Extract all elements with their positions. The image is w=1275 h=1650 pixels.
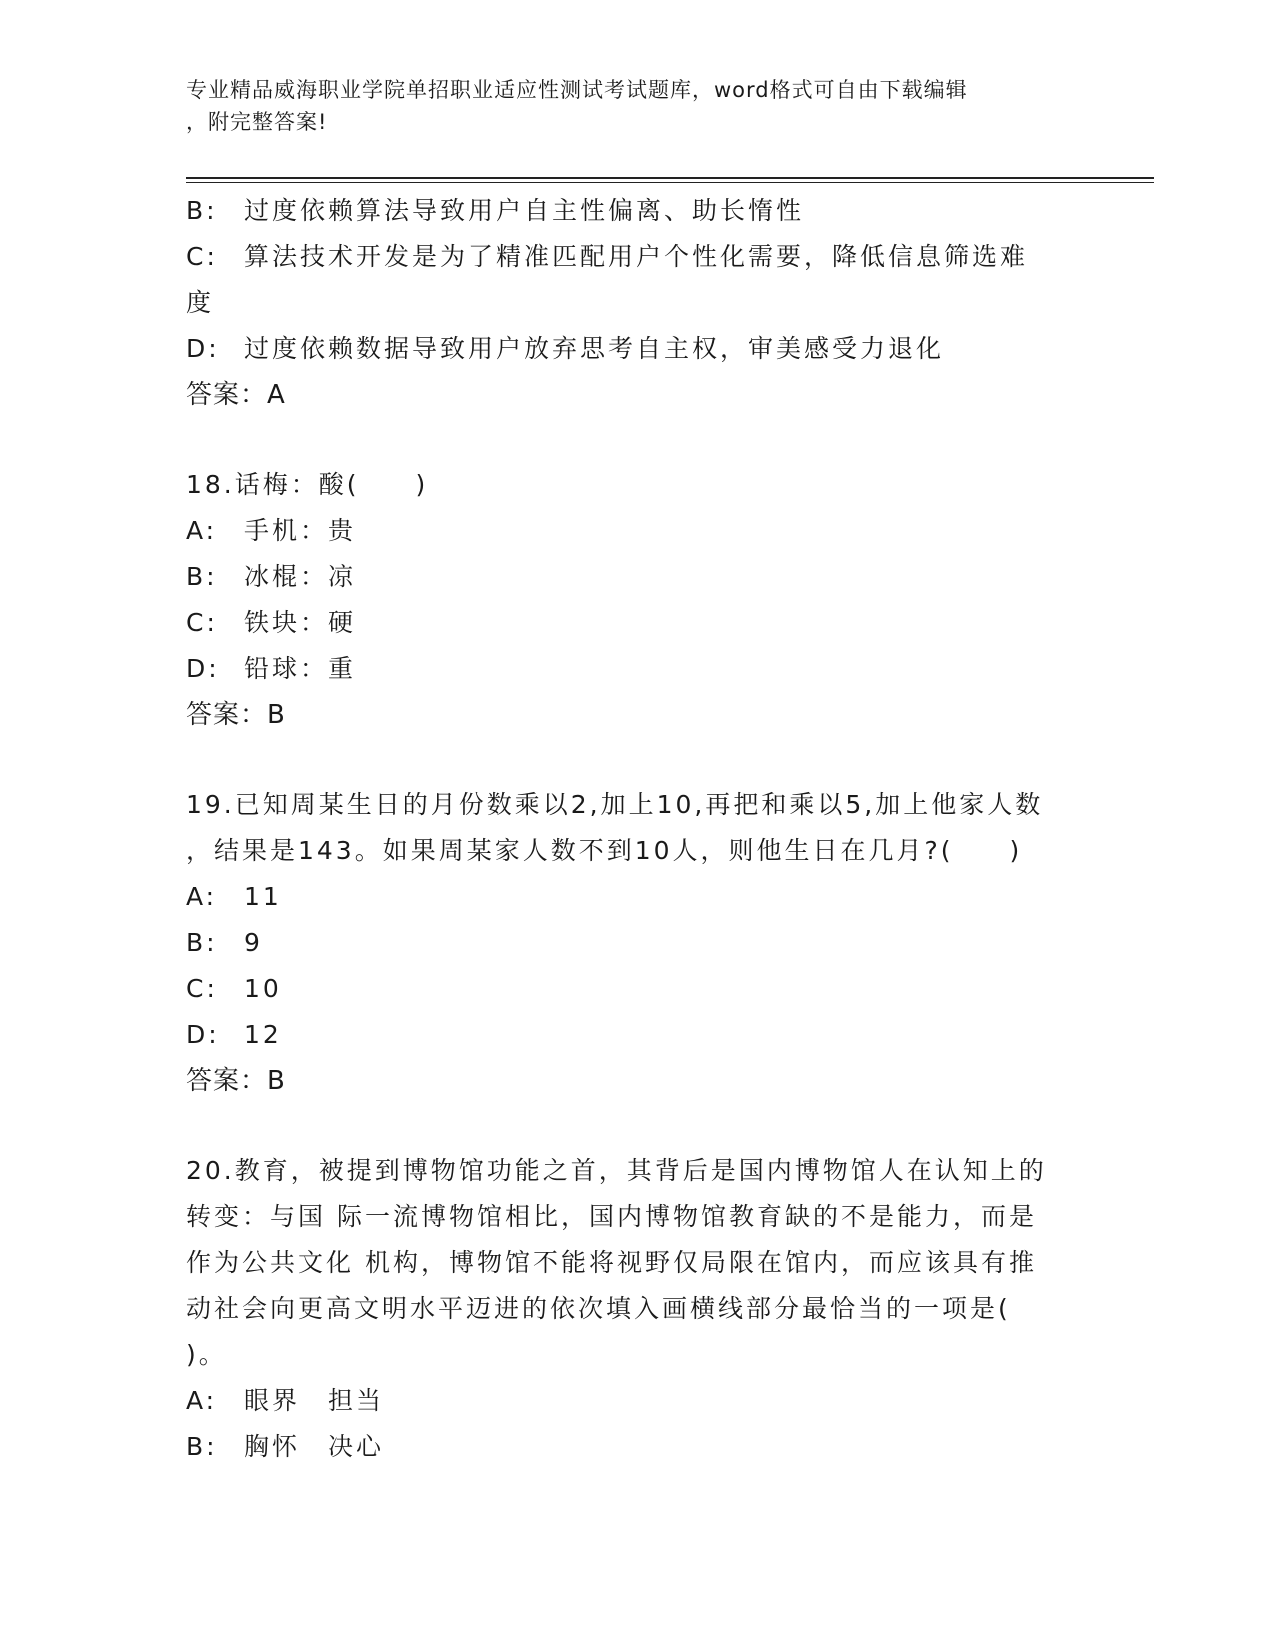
- answer-line: 答案：B: [186, 1066, 286, 1096]
- option-text: 冰棍：凉: [244, 562, 357, 591]
- question-stem-line-2: 转变：与国 际一流博物馆相比，国内博物馆教育缺的不是能力，而是: [186, 1202, 1037, 1231]
- option-text: 手机：贵: [244, 516, 357, 545]
- option-text: 胸怀 决心: [244, 1432, 385, 1461]
- option-c-continuation: 度: [186, 288, 215, 317]
- option-c: [186, 966, 1086, 1012]
- option-key: B:: [186, 562, 218, 591]
- option-d: [186, 326, 1086, 372]
- option-key: B:: [186, 196, 218, 225]
- option-text: 12: [244, 1020, 282, 1049]
- question-stem-line-1: 19.已知周某生日的月份数乘以2,加上10,再把和乘以5,加上他家人数: [186, 790, 1044, 819]
- question-stem-line-2: ，结果是143。如果周某家人数不到10人，则他生日在几月?( ): [186, 836, 1023, 865]
- header-line-2: ，附完整答案!: [186, 110, 328, 134]
- prev-question: [186, 188, 1086, 418]
- option-text: 9: [244, 928, 263, 957]
- option-d: [186, 1012, 1086, 1058]
- option-key: B:: [186, 928, 218, 957]
- option-text: 算法技术开发是为了精准匹配用户个性化需要，降低信息筛选难: [244, 242, 1029, 271]
- question-20: [186, 1148, 1086, 1470]
- option-c: [186, 600, 1086, 646]
- option-key: A:: [186, 516, 218, 545]
- option-a: [186, 508, 1086, 554]
- option-key: D:: [186, 1020, 220, 1049]
- option-key: C:: [186, 974, 218, 1003]
- option-b: [186, 1424, 1086, 1470]
- option-b: [186, 188, 1086, 234]
- option-key: C:: [186, 242, 218, 271]
- option-key: C:: [186, 608, 218, 637]
- option-text: 铁块：硬: [244, 608, 357, 637]
- option-text: 过度依赖算法导致用户自主性偏离、助长惰性: [244, 196, 805, 225]
- option-key: D:: [186, 654, 220, 683]
- option-text: 眼界 担当: [244, 1386, 385, 1415]
- option-text: 11: [244, 882, 282, 911]
- option-text: 10: [244, 974, 282, 1003]
- option-a: [186, 1378, 1086, 1424]
- option-c: [186, 234, 1086, 280]
- option-a: [186, 874, 1086, 920]
- question-stem-line-4: 动社会向更高文明水平迈进的依次填入画横线部分最恰当的一项是(: [186, 1294, 1011, 1323]
- option-text: 过度依赖数据导致用户放弃思考自主权，审美感受力退化: [244, 334, 945, 363]
- question-stem: 18.话梅：酸( ): [186, 470, 429, 499]
- option-key: B:: [186, 1432, 218, 1461]
- answer-line: 答案：B: [186, 700, 286, 730]
- option-d: [186, 646, 1086, 692]
- option-b: [186, 554, 1086, 600]
- header-rule-thin: [186, 182, 1154, 183]
- question-stem-line-1: 20.教育，被提到博物馆功能之首，其背后是国内博物馆人在认知上的: [186, 1156, 1047, 1185]
- option-text: 铅球：重: [244, 654, 357, 683]
- question-18: [186, 462, 1086, 738]
- option-key: A:: [186, 1386, 218, 1415]
- option-key: D:: [186, 334, 220, 363]
- answer-line: 答案：A: [186, 380, 286, 410]
- header-rule-thick: [186, 177, 1154, 179]
- document-header: [186, 74, 1086, 138]
- header-line-1: 专业精品威海职业学院单招职业适应性测试考试题库，word格式可自由下载编辑: [186, 78, 968, 102]
- document-body: [186, 188, 1086, 1470]
- question-stem-line-3: 作为公共文化 机构，博物馆不能将视野仅局限在馆内，而应该具有推: [186, 1248, 1037, 1277]
- question-stem-line-5: )。: [186, 1340, 227, 1369]
- question-19: [186, 782, 1086, 1104]
- option-b: [186, 920, 1086, 966]
- option-key: A:: [186, 882, 218, 911]
